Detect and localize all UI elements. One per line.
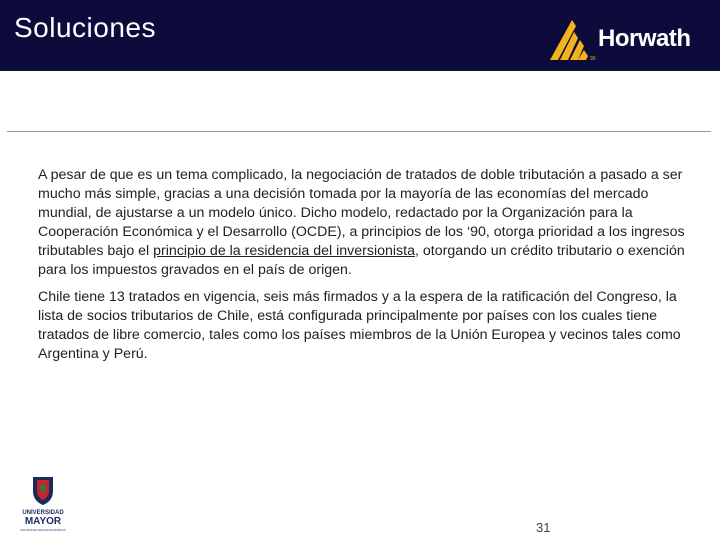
residence-principle-link[interactable]: principio de la residencia del inversionista [153, 243, 415, 259]
paragraph-chile: Chile tiene 13 tratados en vigencia, seis más firmados y a la espera de la ratificación del Congreso, la lista de socios tributarios de Chile, está configurada principalmente por países con los cuales tiene tratados de libre comercio, tales como los países miembros de la Unión Europea y vecinos tales como Argentina y Perú. [38, 289, 681, 362]
logo-mark-text: 90 [590, 56, 596, 62]
universidad-mayor-logo [11, 475, 75, 533]
logo-text: Horwath [598, 25, 691, 52]
horwath-mark-icon [548, 16, 596, 64]
page-number: 31 [536, 520, 551, 535]
horwath-logo [548, 16, 698, 64]
paragraph-1-end: , otorgando un crédito tributario o exención para los impuestos gravados en el país de origen. [38, 243, 685, 278]
divider-line [7, 131, 711, 132]
page-title: Soluciones [14, 12, 156, 43]
header-bar [0, 0, 720, 71]
paragraph-1-start: A pesar de que es un tema complicado, la negociación de tratados de doble tributación a pasado a ser mucho más simple, gracias a una decisión tomada por la mayoría de las economías del mercado mundial, de ajustarse a un modelo único. Dicho modelo, redactado por la Organización para la Cooperación Económica y el Desarrollo (OCDE), a principios de los ‘90, otorga prioridad a los ingresos tributables bajo el [38, 167, 685, 259]
university-tagline: FACULTAD DE CIENCIAS ECONÓMICAS [20, 529, 66, 532]
paragraph-treaties [38, 166, 690, 280]
university-line2: MAYOR [24, 516, 62, 527]
university-crest-icon [11, 475, 75, 533]
main-content [38, 166, 690, 372]
university-line1: UNIVERSIDAD [22, 510, 64, 516]
